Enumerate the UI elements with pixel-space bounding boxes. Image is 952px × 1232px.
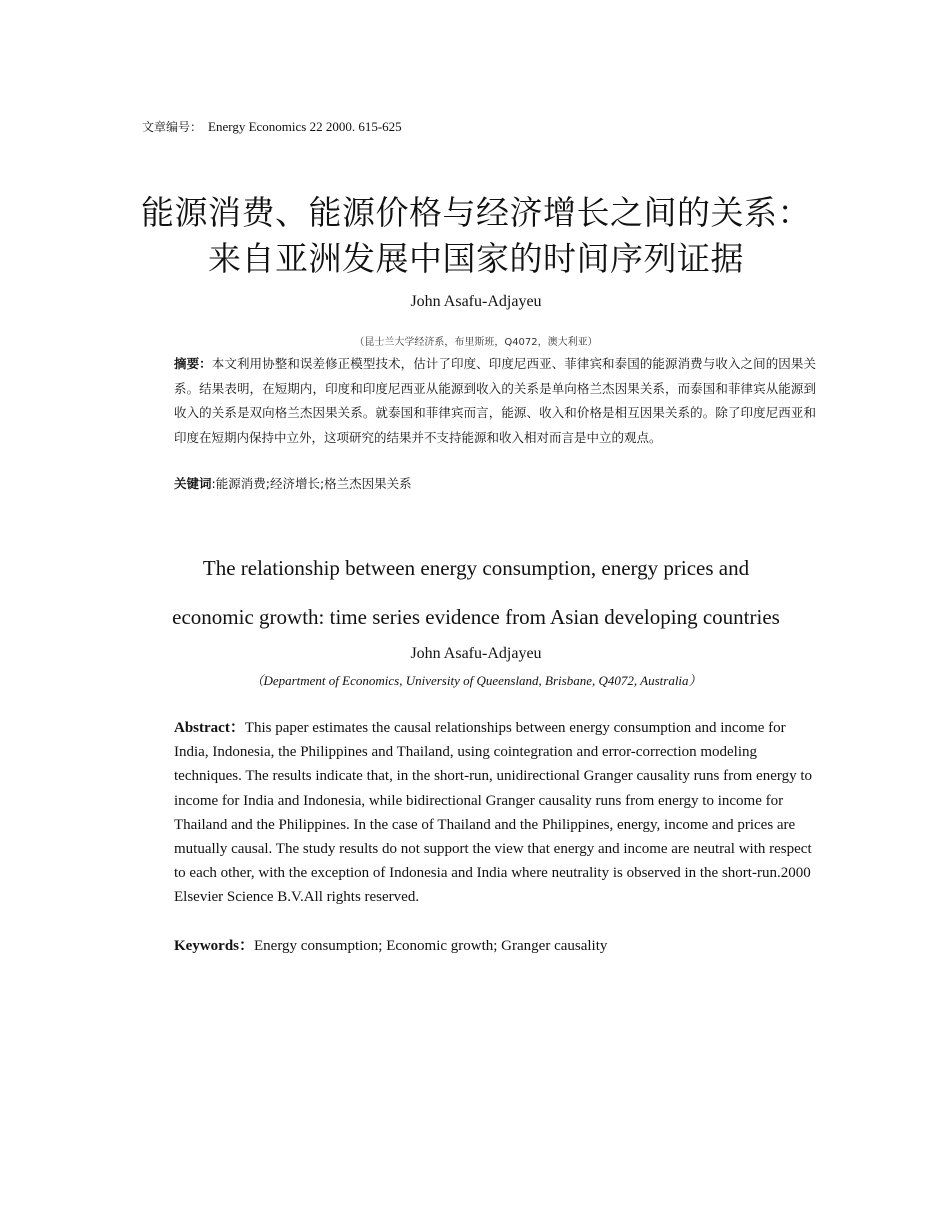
article-source: Energy Economics 22 2000. 615-625 — [208, 119, 402, 134]
chinese-title-line1: 能源消费、能源价格与经济增长之间的关系： — [141, 193, 811, 232]
english-title-line2: economic growth: time series evidence from Asian developing countries — [172, 605, 780, 629]
chinese-abstract — [174, 352, 816, 450]
english-title-line1: The relationship between energy consumption, energy prices and — [202, 556, 750, 580]
chinese-abstract-text: 本文利用协整和误差修正模型技术，估计了印度、印度尼西亚、菲律宾和泰国的能源消费与收入之间的因果关系。结果表明，在短期内，印度和印度尼西亚从能源到收入的关系是单向格兰杰因果关系，而泰国和菲律宾从能源到收入的关系是双向格兰杰因果关系。就泰国和菲律宾而言，能源、收入和价格是相互因果关系的。除了印度尼西亚和印度在短期内保持中立外，这项研究的结果并不支持能源和收入相对而言是中立的观点。 — [174, 356, 816, 445]
chinese-title-line2: 来自亚洲发展中国家的时间序列证据 — [208, 239, 744, 278]
english-abstract — [174, 716, 816, 910]
english-keywords-text: Energy consumption; Economic growth; Granger causality — [254, 938, 608, 954]
english-abstract-text: This paper estimates the causal relationships between energy consumption and income for India, Indonesia, the Philippines and Thailand, using cointegration and error-correction modeling techniques. The results indicate that, in the short-run, unidirectional Granger causality runs from energy to income for India and Indonesia, while bidirectional Granger causality runs from energy to income for Thailand and the Philippines. In the case of Thailand and the Philippines, energy, income and prices are mutually causal. The study results do not support the view that energy and income are neutral with respect to each other, with the exception of Indonesia and India where neutrality is observed in the short-run.2000 Elsevier Science B.V.All rights reserved. — [174, 720, 813, 906]
chinese-author: John Asafu-Adjayeu — [410, 293, 542, 310]
english-keywords-label: Keywords： — [174, 938, 254, 954]
chinese-keywords — [174, 474, 816, 494]
chinese-keywords-label: 关键词 — [174, 476, 212, 491]
english-abstract-label: Abstract： — [174, 720, 245, 736]
english-affiliation: （Department of Economics, University of Queensland, Brisbane, Q4072, Australia） — [250, 673, 702, 688]
english-keywords — [174, 934, 816, 958]
chinese-abstract-label: 摘要： — [174, 356, 212, 371]
chinese-keywords-text: :能源消费;经济增长;格兰杰因果关系 — [211, 476, 412, 491]
english-author: John Asafu-Adjayeu — [410, 645, 542, 662]
article-number — [142, 118, 402, 135]
chinese-affiliation: （昆士兰大学经济系，布里斯班，Q4072，澳大利亚） — [354, 337, 598, 348]
article-number-label: 文章编号： — [142, 120, 203, 134]
